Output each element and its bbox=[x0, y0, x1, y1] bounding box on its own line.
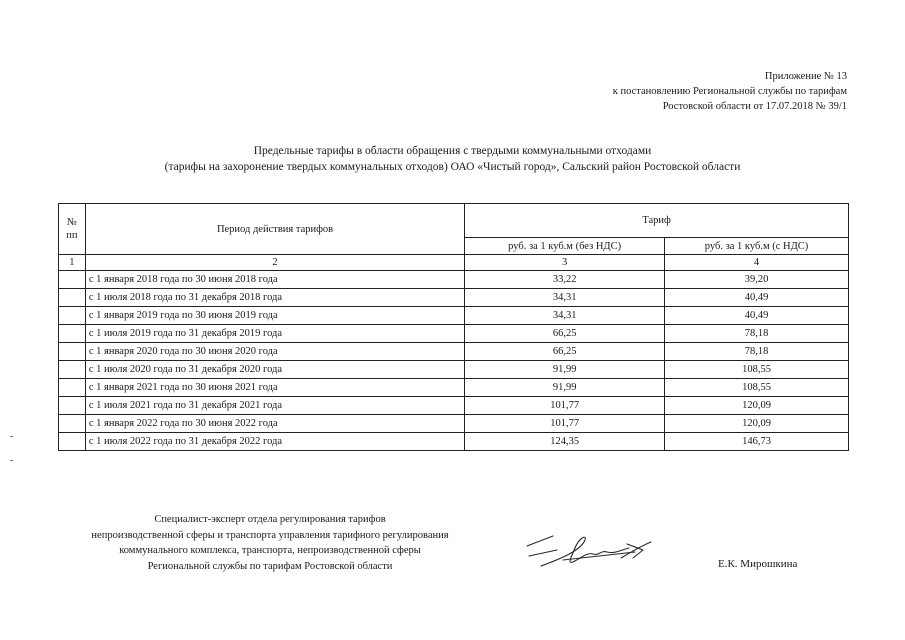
tariff-with-vat-cell: 40,49 bbox=[665, 307, 849, 325]
tariff-with-vat-cell: 78,18 bbox=[665, 343, 849, 361]
document-title bbox=[0, 143, 905, 175]
title-line-1: Предельные тарифы в области обращения с твердыми коммунальными отходами bbox=[253, 145, 652, 157]
handwritten-signature-icon bbox=[523, 528, 673, 576]
scan-speck bbox=[10, 460, 13, 461]
tariff-with-vat-cell: 40,49 bbox=[665, 289, 849, 307]
period-cell: с 1 января 2019 года по 30 июня 2019 года bbox=[85, 307, 464, 325]
appendix-line-3: Ростовской области от 17.07.2018 № 39/1 bbox=[662, 101, 847, 112]
tariff-with-vat-cell: 120,09 bbox=[665, 397, 849, 415]
table-row bbox=[59, 415, 849, 433]
table-row bbox=[59, 325, 849, 343]
appendix-header bbox=[517, 69, 847, 114]
period-cell: с 1 января 2022 года по 30 июня 2022 года bbox=[85, 415, 464, 433]
column-header-tariff: Тариф bbox=[465, 204, 849, 238]
tariff-with-vat-cell: 108,55 bbox=[665, 379, 849, 397]
row-number-cell bbox=[59, 271, 86, 289]
period-cell: с 1 июля 2020 года по 31 декабря 2020 года bbox=[85, 361, 464, 379]
row-number-cell bbox=[59, 289, 86, 307]
tariff-no-vat-cell: 66,25 bbox=[465, 325, 665, 343]
position-line-1: Специалист-эксперт отдела регулирования тарифов bbox=[154, 514, 386, 525]
row-number-cell bbox=[59, 307, 86, 325]
tariff-with-vat-cell: 146,73 bbox=[665, 433, 849, 451]
column-index-row bbox=[59, 255, 849, 271]
tariff-with-vat-cell: 120,09 bbox=[665, 415, 849, 433]
tariff-no-vat-cell: 34,31 bbox=[465, 289, 665, 307]
column-header-number bbox=[59, 204, 86, 255]
scan-speck bbox=[10, 436, 13, 437]
column-header-no-vat: руб. за 1 куб.м (без НДС) bbox=[465, 238, 665, 255]
period-cell: с 1 июля 2021 года по 31 декабря 2021 года bbox=[85, 397, 464, 415]
position-line-3: коммунального комплекса, транспорта, непроизводственной сферы bbox=[119, 545, 421, 556]
appendix-line-2: к постановлению Региональной службы по тарифам bbox=[612, 86, 847, 97]
tariff-no-vat-cell: 66,25 bbox=[465, 343, 665, 361]
index-cell: 3 bbox=[465, 255, 665, 271]
table-row bbox=[59, 379, 849, 397]
number-header-line-1: № bbox=[66, 217, 77, 228]
table-row bbox=[59, 343, 849, 361]
index-cell: 4 bbox=[665, 255, 849, 271]
column-header-with-vat: руб. за 1 куб.м (с НДС) bbox=[665, 238, 849, 255]
period-cell: с 1 июля 2019 года по 31 декабря 2019 года bbox=[85, 325, 464, 343]
table-row bbox=[59, 361, 849, 379]
tariff-no-vat-cell: 91,99 bbox=[465, 361, 665, 379]
period-cell: с 1 января 2021 года по 30 июня 2021 года bbox=[85, 379, 464, 397]
index-cell: 2 bbox=[85, 255, 464, 271]
position-line-4: Региональной службы по тарифам Ростовской области bbox=[147, 560, 393, 572]
period-cell: с 1 июля 2022 года по 31 декабря 2022 года bbox=[85, 433, 464, 451]
table-row bbox=[59, 271, 849, 289]
row-number-cell bbox=[59, 361, 86, 379]
period-cell: с 1 января 2018 года по 30 июня 2018 года bbox=[85, 271, 464, 289]
table-row bbox=[59, 397, 849, 415]
tariff-no-vat-cell: 124,35 bbox=[465, 433, 665, 451]
row-number-cell bbox=[59, 433, 86, 451]
table-row bbox=[59, 289, 849, 307]
header-row-top bbox=[59, 204, 849, 238]
table-row bbox=[59, 433, 849, 451]
period-cell: с 1 июля 2018 года по 31 декабря 2018 года bbox=[85, 289, 464, 307]
row-number-cell bbox=[59, 379, 86, 397]
signer-name: Е.К. Мирошкина bbox=[718, 558, 798, 570]
row-number-cell bbox=[59, 325, 86, 343]
tariff-with-vat-cell: 78,18 bbox=[665, 325, 849, 343]
tariff-with-vat-cell: 39,20 bbox=[665, 271, 849, 289]
tariff-no-vat-cell: 34,31 bbox=[465, 307, 665, 325]
period-cell: с 1 января 2020 года по 30 июня 2020 года bbox=[85, 343, 464, 361]
tariff-no-vat-cell: 101,77 bbox=[465, 397, 665, 415]
index-cell: 1 bbox=[59, 255, 86, 271]
position-line-2: непроизводственной сферы и транспорта управления тарифного регулирования bbox=[91, 529, 449, 541]
row-number-cell bbox=[59, 415, 86, 433]
tariff-no-vat-cell: 101,77 bbox=[465, 415, 665, 433]
column-header-period: Период действия тарифов bbox=[85, 204, 464, 255]
tariff-with-vat-cell: 108,55 bbox=[665, 361, 849, 379]
appendix-line-1: Приложение № 13 bbox=[764, 71, 847, 82]
tariff-no-vat-cell: 33,22 bbox=[465, 271, 665, 289]
table-row bbox=[59, 307, 849, 325]
tariff-no-vat-cell: 91,99 bbox=[465, 379, 665, 397]
title-line-2: (тарифы на захоронение твердых коммунальных отходов) ОАО «Чистый город», Сальский район Ростовской области bbox=[164, 161, 741, 173]
row-number-cell bbox=[59, 343, 86, 361]
row-number-cell bbox=[59, 397, 86, 415]
tariff-table bbox=[58, 203, 849, 451]
number-header-line-2: пп bbox=[66, 230, 78, 241]
signatory-position bbox=[60, 512, 480, 574]
